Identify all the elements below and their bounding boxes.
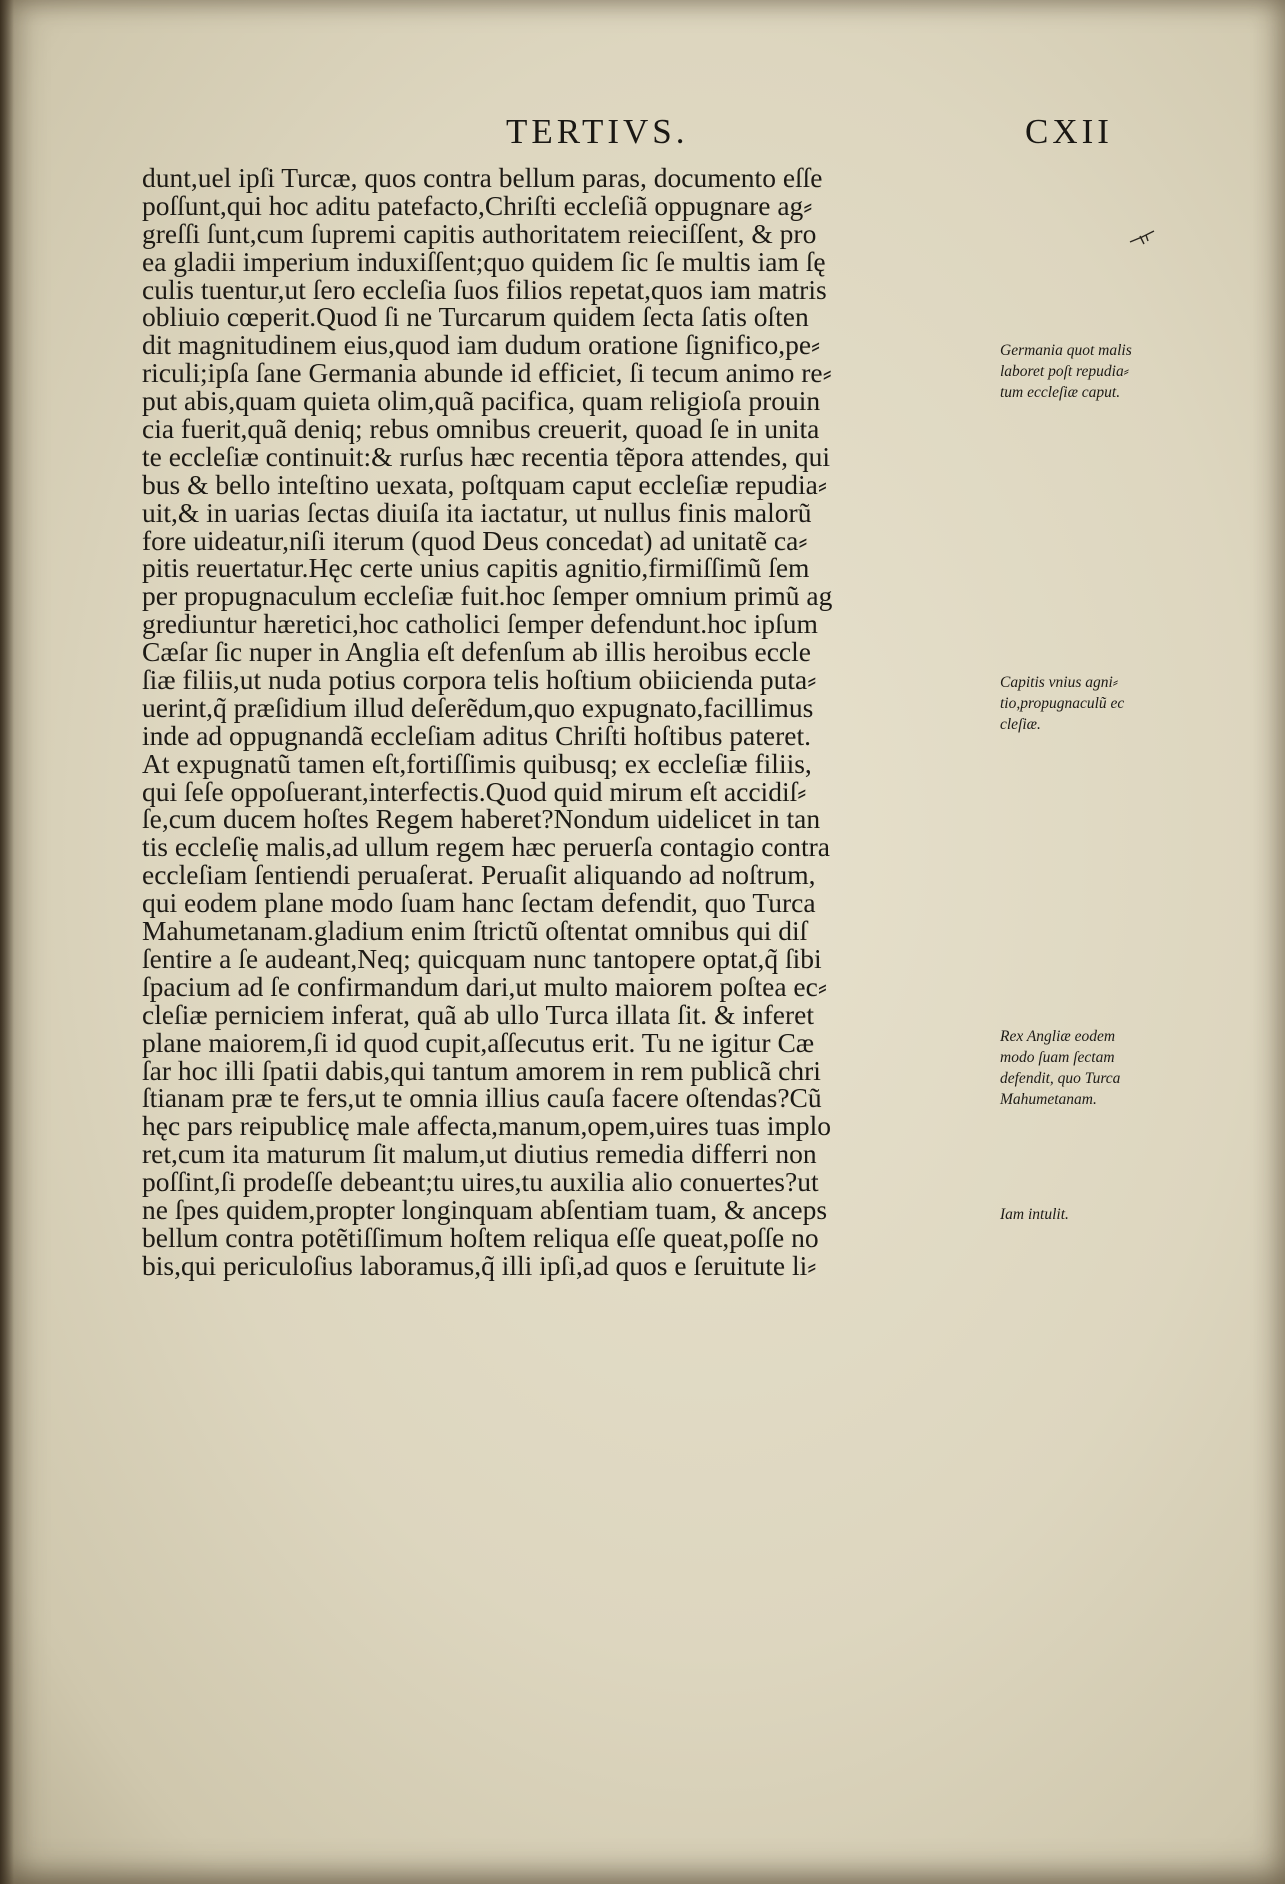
text-line: tis eccleſię malis,ad ullum regem hæc peruerſa contagio contra [142,831,830,863]
text-line: qui ſeſe oppoſuerant,interfectis.Quod quid mirum eſt accidiſ⸗ [142,775,807,807]
margin-note [1000,672,1180,735]
text-line: plane maiorem,ſi id quod cupit,aſſecutus erit. Tu ne igitur Cæ [142,1026,815,1058]
margin-note-line: Capitis vnius agni⸗ [1000,674,1118,691]
text-line: ne ſpes quidem,propter longinquam abſentiam tuam, & anceps [142,1193,828,1225]
text-line: Cæſar ſic nuper in Anglia eſt defenſum ab illis heroibus eccle [142,636,811,668]
text-line: ſentire a ſe audeant,Neq; quicquam nunc tantopere optat,q̃ ſibi [142,942,822,974]
text-line: obliuio cœperit.Quod ſi ne Turcarum quidem ſecta ſatis oſten [142,301,809,333]
margin-note-line: Mahumetanam. [1000,1091,1097,1108]
margin-note [1000,1026,1180,1110]
text-line: hęc pars reipublicę male affecta,manum,opem,uires tuas implo [142,1110,832,1142]
text-line: dunt,uel ipſi Turcæ, quos contra bellum paras, documento eſſe [142,162,823,193]
margin-pen-mark-icon [1128,228,1156,248]
text-line: greſſi ſunt,cum ſupremi capitis authoritatem reieciſſent, & pro [142,217,817,249]
text-line: ſiæ filiis,ut nuda potius corpora telis hoſtium obiicienda puta⸗ [142,664,817,696]
margin-note-line: Iam intulit. [1000,1206,1069,1223]
text-line: bis,qui periculoſius laboramus,q̃ illi ipſi,ad quos e ſeruitute li⸗ [142,1249,817,1281]
text-line: bus & bello inteſtino uexata, poſtquam caput eccleſiæ repudia⸗ [142,468,828,500]
margin-note-line: modo ſuam ſectam [1000,1049,1115,1066]
text-line: grediuntur hæretici,hoc catholici ſemper defendunt.hoc ipſum [142,608,818,640]
text-line: ſpacium ad ſe confirmandum dari,ut multo maiorem poſtea ec⸗ [142,970,827,1002]
margin-note-line: tum eccleſiæ caput. [1000,384,1121,401]
folio-number: CXII [1025,112,1113,151]
text-line: put abis,quam quieta olim,quã pacifica, quam religioſa prouin [142,385,821,417]
text-line: pitis reuertatur.Hęc certe unius capitis agnitio,firmiſſimũ ſem [142,552,810,584]
text-line: ea gladii imperium induxiſſent;quo quidem ſic ſe multis iam ſę [142,245,826,277]
margin-note-line: tio,propugnaculũ ec [1000,695,1125,712]
margin-note [1000,1204,1180,1225]
text-line: ſtianam præ te fers,ut te omnia illius cauſa facere oſtendas?Cũ [142,1082,822,1114]
running-head [0,112,1285,152]
text-line: dit magnitudinem eius,quod iam dudum oratione ſignifico,pe⸗ [142,329,821,361]
margin-note-line: defendit, quo Turca [1000,1070,1121,1087]
main-text-block [142,164,992,1280]
text-line: riculi;ipſa ſane Germania abunde id efficiet, ſi tecum animo re⸗ [142,357,832,389]
margin-note-line: laboret poſt repudia⸗ [1000,363,1129,380]
text-line: uerint,q̃ præſidium illud deſerẽdum,quo expugnato,facillimus [142,691,814,723]
running-head-title: TERTIVS. [506,112,689,151]
text-line: uit,& in uarias ſectas diuiſa ita iactatur, ut nullus finis malorũ [142,496,812,528]
text-line: culis tuentur,ut ſero eccleſia ſuos filios repetat,quos iam matris [142,273,827,305]
text-line: te eccleſiæ continuit:& rurſus hæc recentia tẽpora attendes, qui [142,440,831,472]
text-line: ſe,cum ducem hoſtes Regem haberet?Nondum uidelicet in tan [142,803,821,835]
text-line: poſſunt,qui hoc aditu patefacto,Chriſti eccleſiã oppugnare ag⸗ [142,189,813,221]
text-line: qui eodem plane modo ſuam hanc ſectam defendit, quo Turca [142,887,816,919]
text-line: ret,cum ita maturum ſit malum,ut diutius remedia differri non [142,1138,817,1170]
binding-gutter [0,0,14,1884]
text-line: per propugnaculum eccleſiæ fuit.hoc ſemper omnium primũ ag [142,580,833,612]
margin-note [1000,340,1180,403]
margin-note-line: Rex Angliæ eodem [1000,1028,1116,1045]
text-line: inde ad oppugnandã eccleſiam aditus Chriſti hoſtibus pateret. [142,719,811,751]
margin-note-line: cleſiæ. [1000,716,1041,733]
text-line: bellum contra potẽtiſſimum hoſtem reliqua eſſe queat,poſſe no [142,1221,819,1253]
text-line: Mahumetanam.gladium enim ſtrictũ oſtentat omnibus qui diſ [142,915,808,947]
text-line: At expugnatũ tamen eſt,fortiſſimis quibusq; ex eccleſiæ filiis, [142,747,812,779]
text-line: poſſint,ſi prodeſſe debeant;tu uires,tu auxilia alio conuertes?ut [142,1166,819,1198]
text-line: eccleſiam ſentiendi peruaſerat. Peruaſit aliquando ad noſtrum, [142,859,816,891]
margin-note-line: Germania quot malis [1000,342,1132,359]
text-line: ſar hoc illi ſpatii dabis,qui tantum amorem in rem publicã chri [142,1054,821,1086]
text-line: fore uideatur,niſi iterum (quod Deus concedat) ad unitatẽ ca⸗ [142,524,808,556]
text-line: cia fuerit,quã deniq; rebus omnibus creuerit, quoad ſe in unita [142,413,820,445]
text-line: cleſiæ perniciem inferat, quã ab ullo Turca illata ſit. & inferet [142,998,815,1030]
